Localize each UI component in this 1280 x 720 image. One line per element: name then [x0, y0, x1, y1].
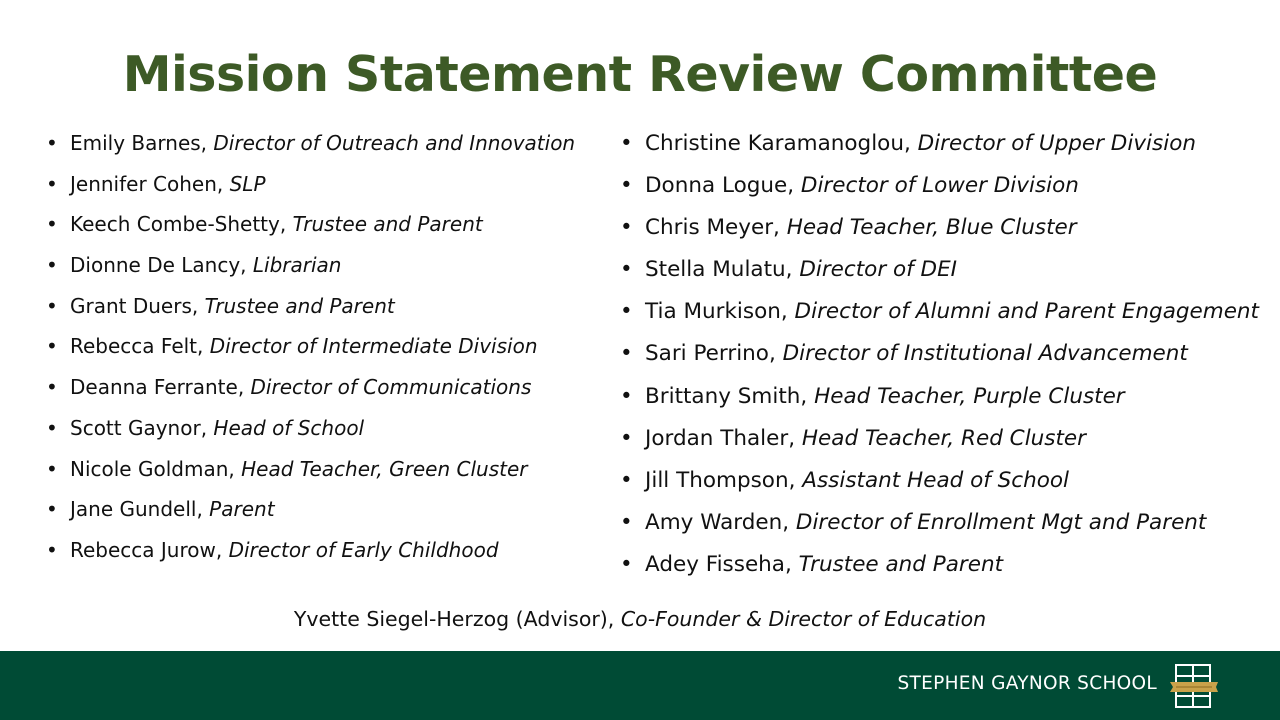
member-role: Director of Enrollment Mgt and Parent [795, 509, 1207, 535]
member-role: Head of School [213, 415, 365, 440]
list-item [70, 331, 575, 372]
members-list-right [645, 128, 1259, 591]
member-name: Rebecca Felt, [70, 334, 210, 359]
member-name: Jill Thompson, [645, 467, 803, 493]
member-role: Head Teacher, Red Cluster [801, 425, 1086, 451]
member-role: Director of Alumni and Parent Engagement [794, 299, 1259, 325]
member-role: Director of Lower Division [800, 173, 1079, 199]
member-role: Director of DEI [799, 257, 958, 283]
member-name: Emily Barnes, [70, 131, 214, 155]
list-item [70, 209, 575, 250]
member-role: Director of Outreach and Innovation [213, 131, 576, 155]
member-name: Amy Warden, [645, 509, 796, 535]
member-name: Dionne De Lancy, [70, 253, 253, 278]
member-name: Jordan Thaler, [645, 425, 802, 451]
advisor-role: Co-Founder & Director of Education [620, 607, 987, 631]
member-role: Director of Intermediate Division [209, 334, 538, 359]
member-name: Adey Fisseha, [645, 551, 799, 577]
list-item [645, 507, 1259, 549]
list-item [645, 338, 1259, 380]
member-role: SLP [229, 171, 266, 196]
member-name: Tia Murkison, [645, 299, 795, 325]
member-role: Trustee and Parent [292, 212, 483, 237]
list-item [645, 170, 1259, 212]
school-name: STEPHEN GAYNOR SCHOOL [897, 673, 1157, 694]
member-role: Director of Institutional Advancement [782, 341, 1188, 367]
member-role: Librarian [252, 253, 342, 278]
member-role: Head Teacher, Blue Cluster [786, 215, 1077, 241]
member-name: Christine Karamanoglou, [645, 131, 918, 156]
list-item [70, 413, 575, 454]
member-name: Deanna Ferrante, [70, 375, 251, 400]
slide-title: Mission Statement Review Committee [122, 46, 1158, 103]
member-name: Scott Gaynor, [70, 415, 214, 440]
member-name: Stella Mulatu, [645, 257, 800, 283]
member-role: Parent [209, 497, 275, 522]
member-name: Rebecca Jurow, [70, 537, 229, 562]
member-name: Nicole Goldman, [70, 456, 242, 481]
list-item [645, 296, 1259, 338]
member-role: Director of Upper Division [917, 131, 1196, 156]
member-name: Chris Meyer, [645, 215, 787, 241]
advisor-name: Yvette Siegel-Herzog (Advisor), [293, 607, 621, 631]
member-role: Trustee and Parent [798, 551, 1004, 577]
member-name: Keech Combe-Shetty, [70, 212, 293, 237]
members-list-left [70, 128, 575, 576]
school-logo-icon [1170, 662, 1222, 710]
list-item [70, 128, 575, 169]
list-item [645, 254, 1259, 296]
list-item [645, 465, 1259, 507]
footer-bar [0, 651, 1280, 720]
list-item [70, 454, 575, 495]
list-item [70, 494, 575, 535]
member-name: Jane Gundell, [70, 497, 210, 522]
list-item [645, 128, 1259, 170]
member-name: Brittany Smith, [645, 383, 815, 409]
list-item [70, 250, 575, 291]
member-role: Director of Communications [250, 375, 532, 400]
member-role: Director of Early Childhood [228, 537, 499, 562]
member-name: Sari Perrino, [645, 341, 783, 367]
advisor-line [0, 607, 1280, 631]
list-item [70, 291, 575, 332]
list-item [645, 423, 1259, 465]
member-name: Jennifer Cohen, [70, 171, 230, 196]
list-item [70, 535, 575, 576]
member-role: Trustee and Parent [204, 293, 395, 318]
member-role: Head Teacher, Green Cluster [241, 456, 528, 481]
member-role: Head Teacher, Purple Cluster [814, 383, 1125, 409]
list-item [70, 372, 575, 413]
member-name: Grant Duers, [70, 293, 205, 318]
member-role: Assistant Head of School [802, 467, 1070, 493]
member-name: Donna Logue, [645, 173, 801, 199]
list-item [645, 549, 1259, 591]
list-item [645, 212, 1259, 254]
list-item [645, 381, 1259, 423]
list-item [70, 169, 575, 210]
